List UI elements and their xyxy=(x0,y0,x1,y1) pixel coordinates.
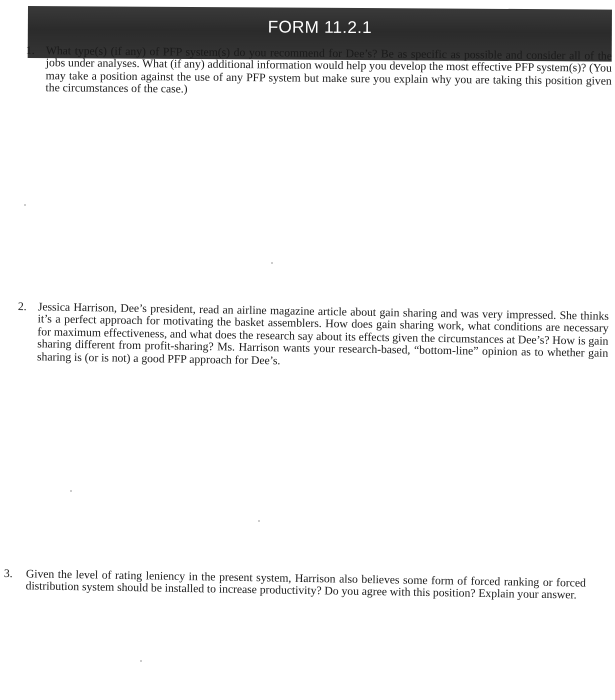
question-text: What type(s) (if any) of PFP system(s) do you recommend for Dee’s? Be as specific as possible and consider all of the jobs under analyses. What (if any) additional information would help you develop the most effective PFP system(s)? (You may take a position against the use of any PFP system but make sure you explain why you are taking this position given the circumstances of the case.) xyxy=(45,44,612,96)
question-number: 3. xyxy=(3,567,13,581)
question-text: Given the level of rating leniency in the present system, Harrison also believes some form of forced ranking or forced distribution system should be installed to increase productivity? Do you agree with this position? Explain your answer. xyxy=(25,567,586,602)
scan-speck xyxy=(258,520,260,522)
form-title: FORM 11.2.1 xyxy=(267,17,372,38)
question-2 xyxy=(17,300,610,367)
scan-speck xyxy=(271,262,273,264)
scan-speck xyxy=(140,660,142,662)
scan-speck xyxy=(24,204,26,206)
question-text: Jessica Harrison, Dee’s president, read an airline magazine article about gain sharing and was very impressed. She thinks it’s a perfect approach for motivating the basket assemblers. How does gain sharing work, what conditions are necessary for maximum effectiveness, and what does the research say about its effects given the circumstances at Dee’s? How is gain sharing different from profit-sharing? Ms. Harrison wants your research-based, “bottom-line” opinion as to whether gain sharing is (or is not) a good PFP approach for Dee’s. xyxy=(36,300,609,367)
scan-speck xyxy=(70,490,72,492)
question-number: 2. xyxy=(17,300,27,314)
question-3 xyxy=(3,567,586,602)
question-number: 1. xyxy=(25,44,35,58)
